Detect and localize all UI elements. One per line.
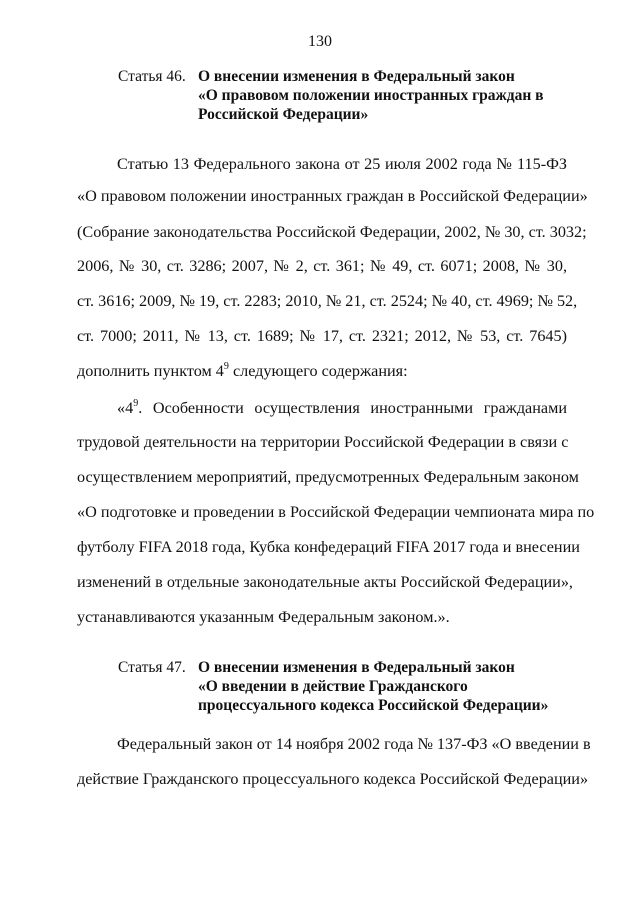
paragraph-line: 2006, № 30, ст. 3286; 2007, № 2, ст. 361; № 49, ст. 6071; 2008, № 30, (77, 257, 567, 275)
paragraph-line: действие Гражданского процессуального кодекса Российской Федерации» (77, 770, 589, 788)
line-text: «4 (117, 399, 134, 417)
paragraph-line: «О подготовке и проведении в Российской Федерации чемпионата мира по (77, 503, 595, 521)
article-47-label: Статья 47. (118, 659, 186, 676)
paragraph-line: (Собрание законодательства Российской Федерации, 2002, № 30, ст. 3032; (77, 223, 587, 241)
paragraph-line: трудовой деятельности на территории Российской Федерации в связи с (77, 433, 569, 451)
line-text: дополнить пунктом 4 (77, 362, 224, 380)
article-46-title (198, 67, 578, 124)
paragraph-line: Статью 13 Федерального закона от 25 июля 2002 года № 115-ФЗ (117, 155, 567, 173)
page-number: 130 (308, 33, 332, 50)
article-46-title-line: О внесении изменения в Федеральный закон (198, 68, 515, 85)
paragraph-line: футболу FIFA 2018 года, Кубка конфедераций FIFA 2017 года и внесении (77, 538, 580, 556)
article-47-title-line: процессуального кодекса Российской Федерации» (198, 697, 549, 714)
paragraph-line: изменений в отдельные законодательные акты Российской Федерации», (77, 573, 573, 591)
article-47-title-line: «О введении в действие Гражданского (198, 678, 468, 695)
paragraph-line (117, 399, 567, 418)
paragraph-line: ст. 7000; 2011, № 13, ст. 1689; № 17, ст. 2321; 2012, № 53, ст. 7645) (77, 327, 567, 345)
article-47-title-line: О внесении изменения в Федеральный закон (198, 659, 515, 676)
paragraph-line: «О правовом положении иностранных граждан в Российской Федерации» (77, 187, 588, 205)
superscript: 9 (223, 360, 229, 372)
line-text: . Особенности осуществления иностранными гражданами (138, 399, 567, 417)
paragraph-line: осуществлением мероприятий, предусмотренных Федеральным законом (77, 468, 579, 486)
article-46-title-line: «О правовом положении иностранных граждан в (198, 87, 544, 104)
article-46-label: Статья 46. (118, 68, 186, 85)
paragraph-line: устанавливаются указанным Федеральным законом.». (77, 608, 450, 626)
superscript: 9 (133, 397, 139, 409)
article-46-title-line: Российской Федерации» (198, 106, 369, 123)
article-47-title (198, 658, 578, 715)
paragraph-line (77, 362, 567, 381)
line-text: следующего содержания: (228, 362, 408, 380)
paragraph-line: Федеральный закон от 14 ноября 2002 года № 137-ФЗ «О введении в (117, 735, 591, 753)
paragraph-line: ст. 3616; 2009, № 19, ст. 2283; 2010, № 21, ст. 2524; № 40, ст. 4969; № 52, (77, 292, 578, 310)
